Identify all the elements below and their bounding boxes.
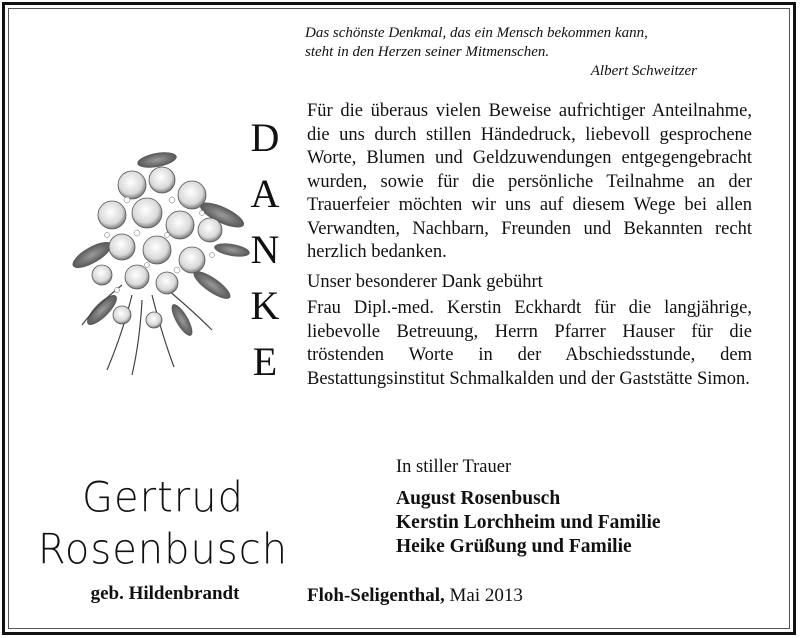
birth-name: geb. Hildenbrandt [90,583,240,604]
danke-letter: D [250,115,280,160]
deceased-last-name: Rosenbusch [37,525,289,575]
deceased-first-name: Gertrud [82,473,244,523]
quote-line-2: steht in den Herzen seiner Mitmenschen. [305,44,550,60]
place-month-year: Mai 2013 [449,585,523,606]
place-date [307,585,707,607]
danke-letter: K [250,283,280,328]
mourner-name: Heike Grüßung und Familie [396,536,632,557]
danke-letter: A [250,171,280,216]
quote-line-1: Das schönste Denkmal, das ein Mensch bekommen kann, [305,25,648,41]
danke-vertical-heading [245,110,285,390]
mourner-name: Kerstin Lorchheim und Familie [396,512,661,533]
quote-block [305,24,705,81]
special-thanks-heading: Unser besonderer Dank gebührt [307,271,543,292]
mourning-label: In stiller Trauer [396,457,512,477]
mourners-block [396,455,776,559]
place-town: Floh-Seligenthal, [307,585,445,606]
deceased-name [18,472,308,576]
thank-you-text [307,100,752,391]
quote-author: Albert Schweitzer [590,63,697,79]
mourner-name: August Rosenbusch [396,488,561,509]
special-thanks-paragraph: Frau Dipl.-med. Kerstin Eckhardt für die langjährige, liebevolle Betreuung, Herrn Pfarrer Hauser für die tröstenden Worte in der Abschiedsstunde, dem Bestattungsinstitut Schmalkalden und der Gaststätte Simon. [307,298,752,389]
danke-letter: N [250,227,280,272]
danke-letter: E [252,339,278,384]
thanks-paragraph: Für die überaus vielen Beweise aufrichtiger Anteilnahme, die uns durch stillen Händedruck, liebevoll gesprochene Worte, Blumen und Geldzuwendungen entgegengebracht wurden, sowie für die persönliche Teilnahme an der Trauerfeier möchten wir uns auf diesem Wege bei allen Verwandten, Nachbarn, Freunden und Bekannten recht herzlich bedanken. [307,101,752,262]
flower-bouquet-image [62,135,252,385]
